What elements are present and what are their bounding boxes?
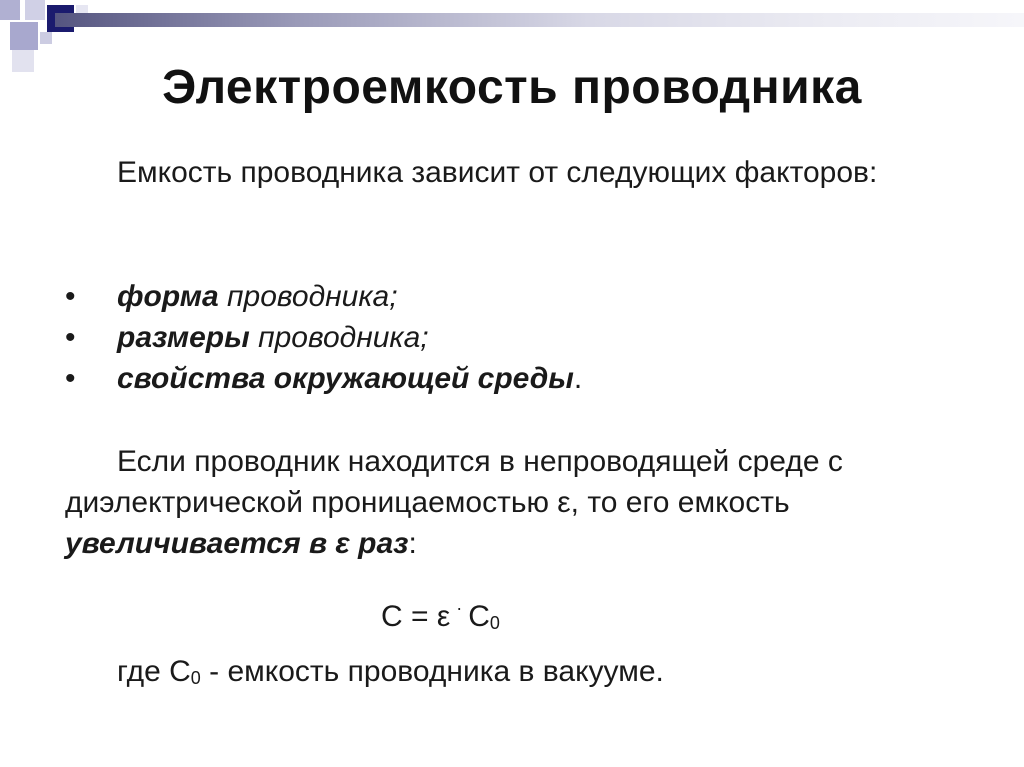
note-prefix: где C [117,655,191,688]
factor-rest: . [573,362,583,395]
factor-list [65,276,582,399]
vacuum-note [117,651,664,699]
formula-right: C [468,600,490,633]
deco-square [40,32,52,44]
dielectric-end: : [408,527,417,560]
dielectric-emphasis: увеличивается в ε раз [65,527,409,560]
factor-rest: проводника; [218,280,398,313]
intro-text: Емкость проводника зависит от следующих факторов: [117,156,878,189]
note-subscript: 0 [190,668,201,688]
formula-subscript: 0 [489,613,500,633]
bullet-icon: • [65,321,76,354]
factor-bold: свойства окружающей среды [117,362,574,395]
list-item [65,317,582,358]
deco-square [25,0,45,20]
formula-left: C = ε [381,600,451,633]
factor-rest: проводника; [249,321,429,354]
header-gradient-bar [55,13,1024,27]
dielectric-paragraph [65,441,965,564]
intro-paragraph [65,152,945,193]
deco-square [0,0,20,20]
formula-dot: · [456,598,463,618]
bullet-icon: • [65,362,76,395]
deco-square [10,22,38,50]
slide-title: Электроемкость проводника [162,61,862,114]
factor-bold: форма [117,280,219,313]
list-item [65,358,582,399]
factor-bold: размеры [117,321,250,354]
bullet-icon: • [65,280,76,313]
list-item [65,276,582,317]
note-suffix: - емкость проводника в вакууме. [200,655,664,688]
dielectric-text: Если проводник находится в непроводящей среде с диэлектрической проницаемостью ε, то его емкость [65,445,843,519]
capacitance-formula [381,588,500,644]
